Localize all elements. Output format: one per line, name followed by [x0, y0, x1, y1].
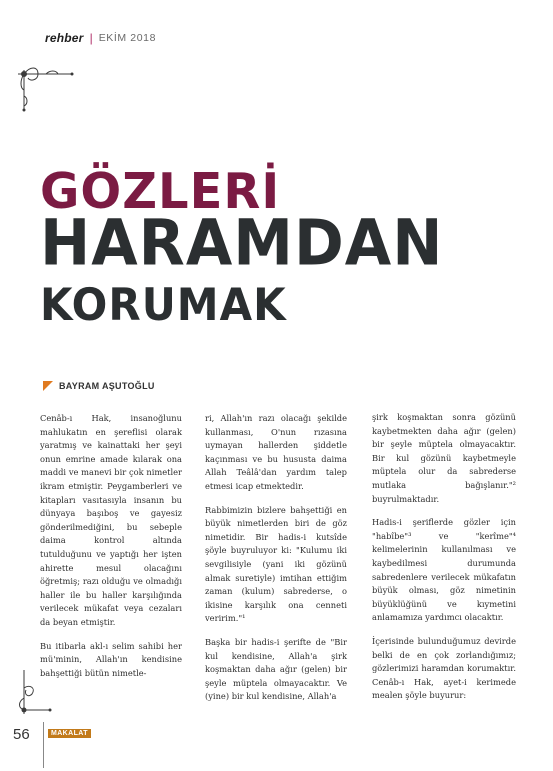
- paragraph: Hadis-i şeriflerde gözler için "habîbe"³ ve "kerîme"⁴ kelimelerinin kullanılması ve kaybedilmesi durumunda sabredenlere verilecek mükafatın büyük olması, göz nimetinin büyüklüğünü ve kıymetini anlamamıza yardımcı olacaktır.: [372, 517, 516, 623]
- corner-flourish-icon: [16, 60, 76, 115]
- page-number: 56: [13, 726, 30, 743]
- article-column-3: [372, 411, 516, 713]
- section-tag: MAKALAT: [48, 729, 91, 738]
- author-marker-icon: [43, 381, 53, 391]
- title-line-1: GÖZLERİ: [40, 162, 281, 221]
- paragraph: Bu itibarla akl-ı selim sahibi her mü'minin, Allah'ın kendisine bahşettiği bütün nimetle-: [40, 640, 182, 678]
- title-line-3: KORUMAK: [40, 278, 287, 331]
- paragraph: İçerisinde bulunduğumuz devirde belki de en çok zorlandığımız; gözlerimizi haramdan korumaktır. Cenâb-ı Hak, ayet-i kerimede mealen şöyle buyurur:: [372, 635, 516, 701]
- paragraph: Başka bir hadis-i şerifte de "Bir kul kendisine, Allah'a şirk koşmaktan daha ağır (gelen) bir şeyle müptela olmayacaktır. Ve (yine) bir kul kendisine, Allah'a: [205, 636, 347, 702]
- footer-divider: [43, 722, 44, 768]
- magazine-logo: rehber: [45, 31, 84, 45]
- corner-flourish-icon: [16, 668, 58, 716]
- paragraph: şirk koşmaktan sonra gözünü kaybetmekten daha ağır (gelen) bir şeyle müptela olmayacaktır. Bir kul gözünü kaybetmeyle müptela olur da sabrederse mutlaka bağışlanır."² buyrulmaktadır.: [372, 412, 516, 504]
- header-separator: |: [89, 31, 93, 45]
- paragraph: ri, Allah'ın razı olacağı şekilde kullanması, O'nun rızasına uymayan hallerden şiddetle kaçınması ve bu hususta daima Allah Teâlâ'dan yardım talep etmesi icap etmektedir.: [205, 413, 347, 491]
- article-column-1: [40, 412, 182, 690]
- article-column-2: [205, 412, 347, 714]
- title-line-2: HARAMDAN: [40, 206, 444, 281]
- page-footer: [13, 726, 30, 743]
- author-byline: [43, 381, 155, 391]
- paragraph: Rabbimizin bizlere bahşettiği en büyük nimetlerden biri de göz nimetidir. Bir hadis-i kutsîde şöyle buyruluyor ki: "Kulumu iki sevgilisiyle (yani iki gözünü almak suretiyle) imtihan ettiğim zaman (kulum) sabrederse, o ikisine karşılık ona cenneti veririm."¹: [205, 504, 347, 624]
- author-name: BAYRAM AŞUTOĞLU: [59, 381, 155, 391]
- paragraph: Cenâb-ı Hak, insanoğlunu mahlukatın en şereflisi olarak yaratmış ve kainattaki her şeyi onun emrine amade kılarak ona maddi ve manevi bir çok nimetler ikram etmiştir. Peygamberleri ve kitapları vasıtasıyla insanın bu dünyaya başıboş ve gayesiz gönderilmediğini, bu sebeple daima kontrol altında tutulduğunu ve yaptığı her işten ahirette mesul olacağını öğretmiş; razı olduğu ve olmadığı haller ile bu haller karşılığında verilecek mükafat veya cezaları da beyan etmiştir.: [40, 413, 182, 627]
- page-header: [45, 31, 156, 45]
- issue-date: EKİM 2018: [98, 32, 157, 44]
